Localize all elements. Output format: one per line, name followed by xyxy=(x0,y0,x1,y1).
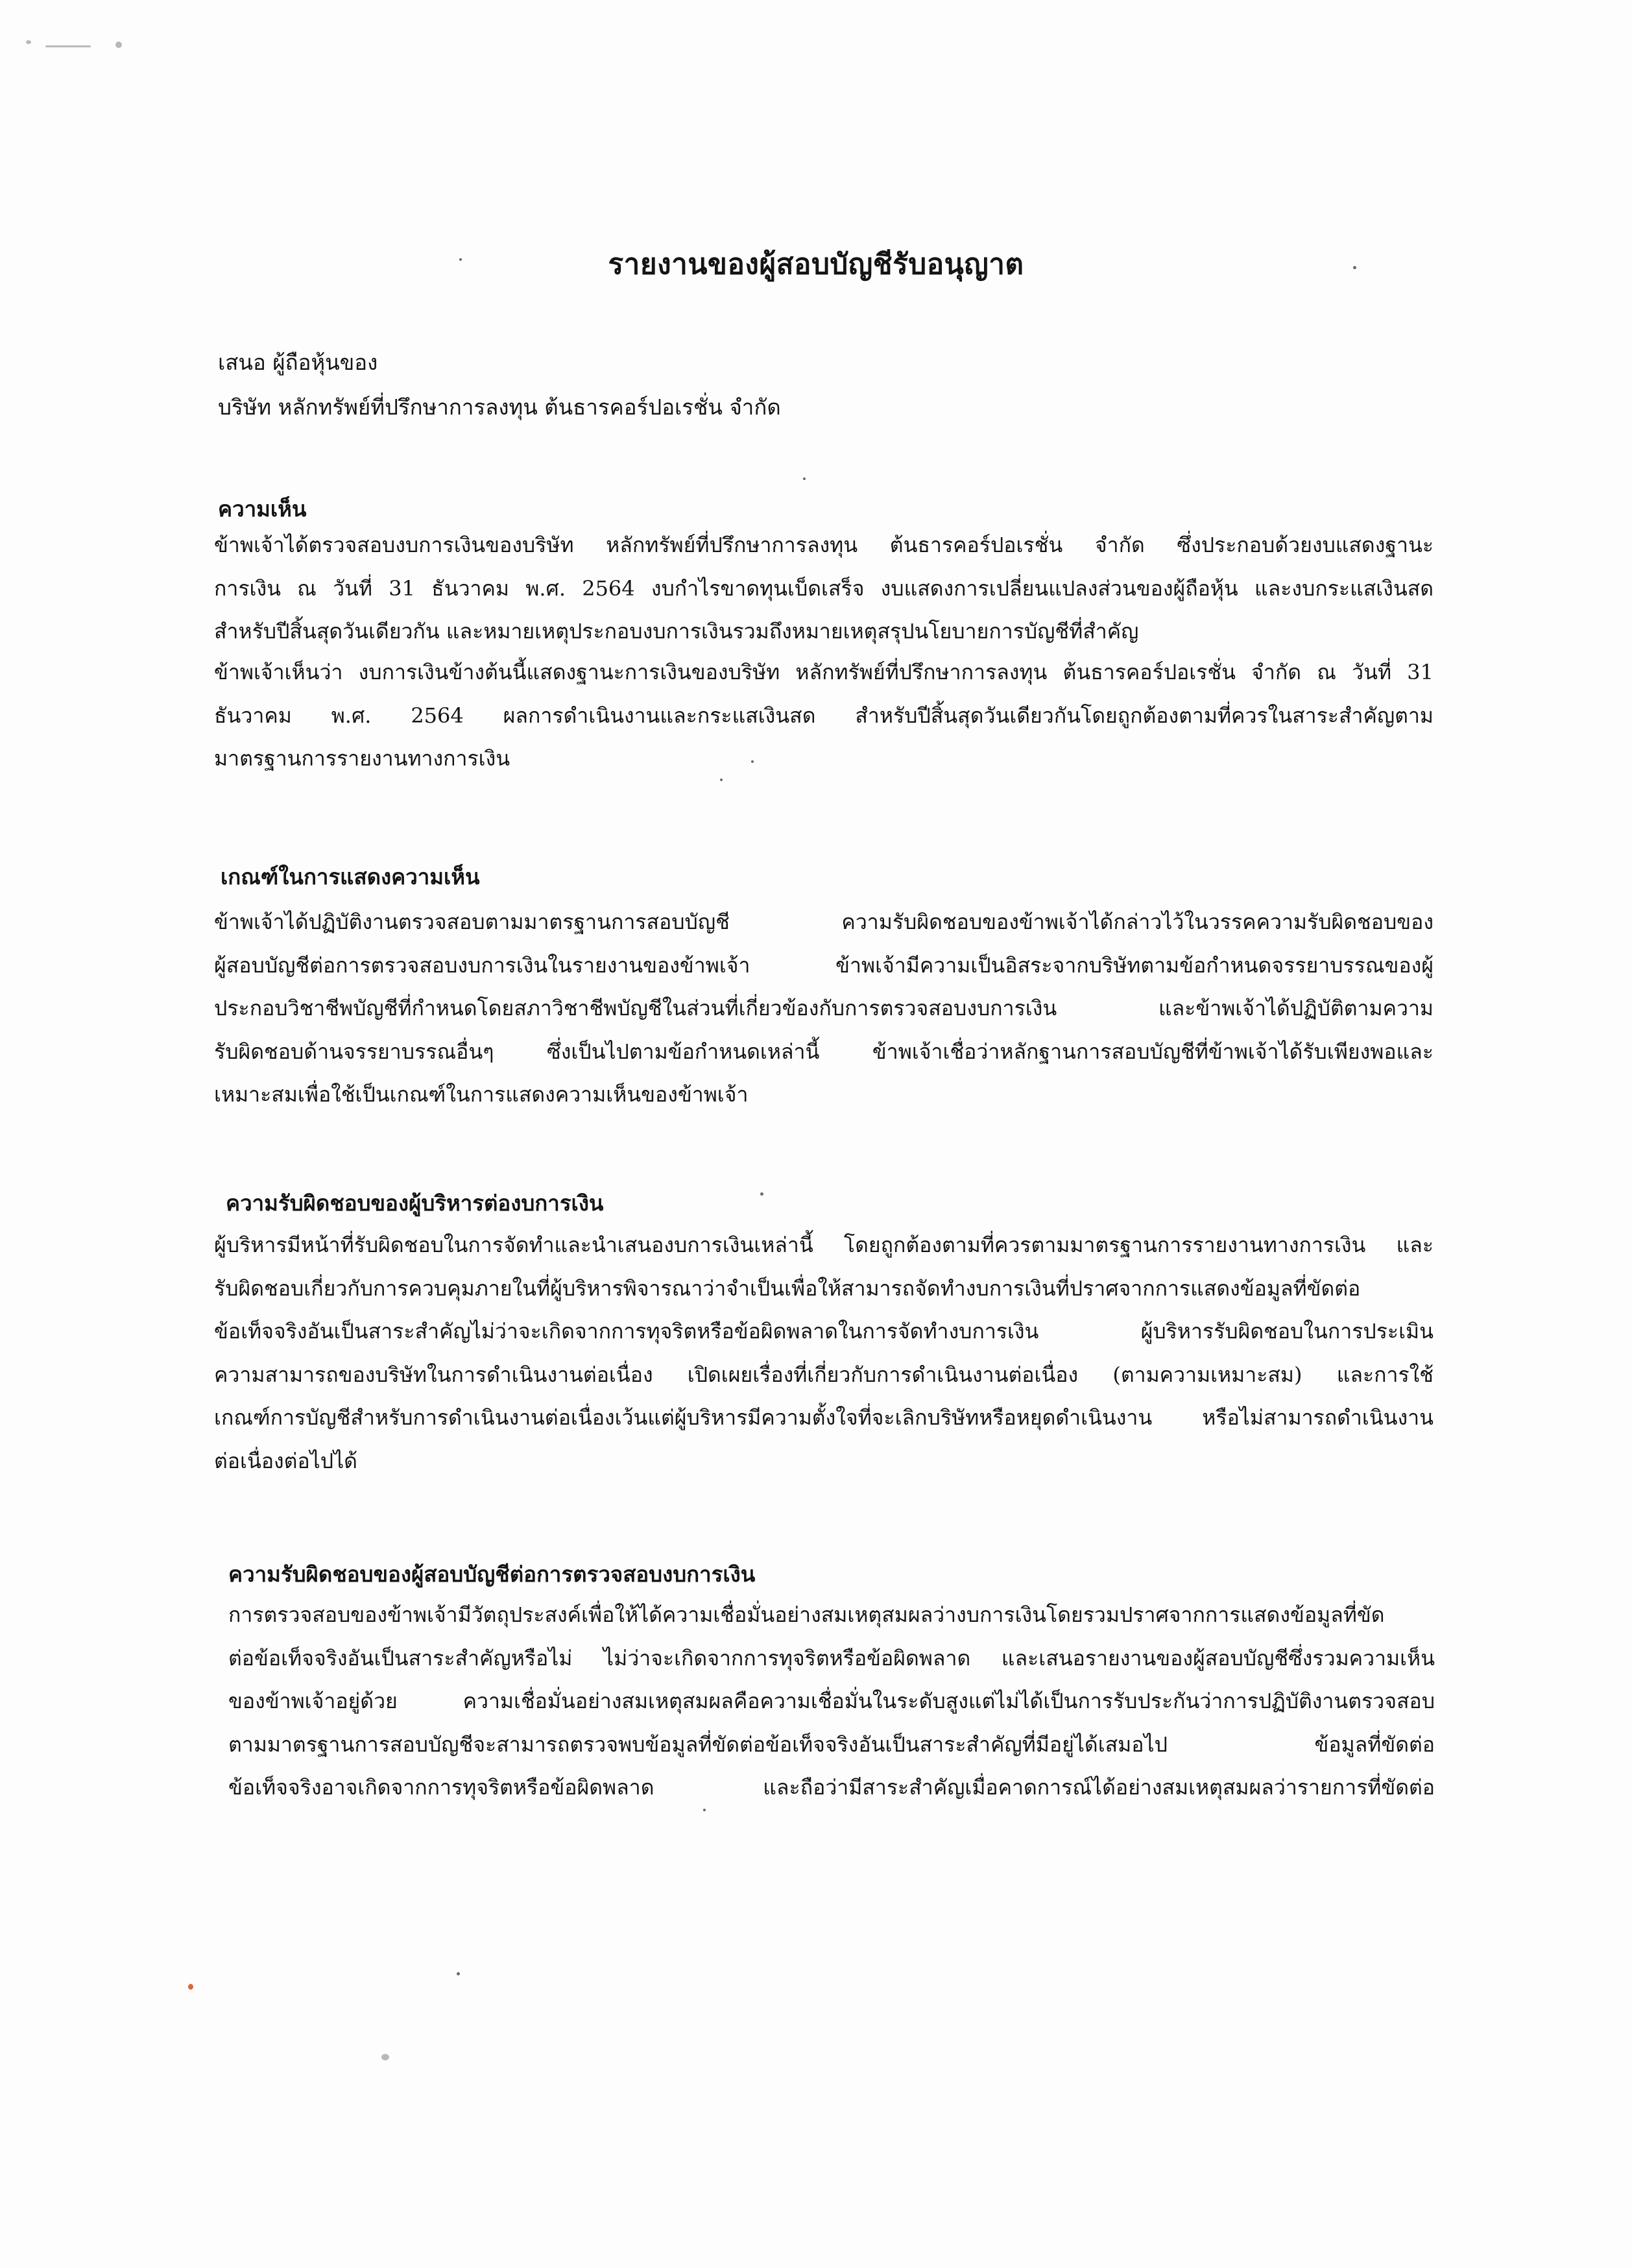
scan-mark xyxy=(26,40,31,44)
section-heading-opinion: ความเห็น xyxy=(218,496,307,522)
addressee-line-2: บริษัท หลักทรัพย์ที่ปรึกษาการลงทุน ต้นธารคอร์ปอเรชั่น จำกัด xyxy=(218,394,781,420)
scan-speck xyxy=(760,1192,763,1196)
text-line: สำหรับปีสิ้นสุดวันเดียวกัน และหมายเหตุประกอบงบการเงินรวมถึงหมายเหตุสรุปนโยบายการบัญชีที่สำคัญ xyxy=(214,619,1139,644)
text-line: รับผิดชอบด้านจรรยาบรรณอื่นๆ ซึ่งเป็นไปตามข้อกำหนดเหล่านี้ ข้าพเจ้าเชื่อว่าหลักฐานการสอบบัญชีที่ข้าพเจ้าได้รับเพียงพอและ xyxy=(214,1039,1434,1064)
text-line: ธันวาคม พ.ศ. 2564 ผลการดำเนินงานและกระแสเงินสด สำหรับปีสิ้นสุดวันเดียวกันโดยถูกต้องตามที่ควรในสาระสำคัญตาม xyxy=(214,703,1434,728)
scan-mark xyxy=(115,42,122,48)
text-line: ตามมาตรฐานการสอบบัญชีจะสามารถตรวจพบข้อมูลที่ขัดต่อข้อเท็จจริงอันเป็นสาระสำคัญที่มีอยู่ได้เสมอไป ข้อมูลที่ขัดต่อ xyxy=(228,1731,1435,1757)
text-line: ความสามารถของบริษัทในการดำเนินงานต่อเนื่อง เปิดเผยเรื่องที่เกี่ยวกับการดำเนินงานต่อเนื่อง (ตามความเหมาะสม) และการใช้ xyxy=(214,1362,1434,1387)
scan-speck xyxy=(188,1984,193,1990)
opinion-paragraph-2 xyxy=(214,651,1434,780)
section-heading-auditor: ความรับผิดชอบของผู้สอบบัญชีต่อการตรวจสอบงบการเงิน xyxy=(228,1562,756,1587)
opinion-paragraph-1 xyxy=(214,524,1434,653)
report-title: รายงานของผู้สอบบัญชีรับอนุญาต xyxy=(608,248,1024,281)
text-line: ข้อเท็จจริงอันเป็นสาระสำคัญไม่ว่าจะเกิดจากการทุจริตหรือข้อผิดพลาดในการจัดทำงบการเงิน ผู้บริหารรับผิดชอบในการประเมิน xyxy=(214,1319,1434,1344)
text-line: ข้าพเจ้าได้ปฏิบัติงานตรวจสอบตามมาตรฐานการสอบบัญชี ความรับผิดชอบของข้าพเจ้าได้กล่าวไว้ในวรรคความรับผิดชอบของ xyxy=(214,910,1434,934)
text-line: การเงิน ณ วันที่ 31 ธันวาคม พ.ศ. 2564 งบกำไรขาดทุนเบ็ดเสร็จ งบแสดงการเปลี่ยนแปลงส่วนของผู้ถือหุ้น และงบกระแสเงินสด xyxy=(214,575,1434,601)
text-line: ข้าพเจ้าได้ตรวจสอบงบการเงินของบริษัท หลักทรัพย์ที่ปรึกษาการลงทุน ต้นธารคอร์ปอเรชั่น จำกัด ซึ่งประกอบด้วยงบแสดงฐานะ xyxy=(214,533,1434,557)
section-heading-basis: เกณฑ์ในการแสดงความเห็น xyxy=(221,864,480,889)
scan-speck xyxy=(457,1972,460,1975)
text-line: ผู้สอบบัญชีต่อการตรวจสอบงบการเงินในรายงานของข้าพเจ้า ข้าพเจ้ามีความเป็นอิสระจากบริษัทตามข้อกำหนดจรรยาบรรณของผู้ xyxy=(214,952,1434,978)
text-line: ข้อเท็จจริงอาจเกิดจากการทุจริตหรือข้อผิดพลาด และถือว่ามีสาระสำคัญเมื่อคาดการณ์ได้อย่างสมเหตุสมผลว่ารายการที่ขัดต่อ xyxy=(228,1775,1435,1800)
addressee-line-1: เสนอ ผู้ถือหุ้นของ xyxy=(218,350,378,375)
text-line: ต่อเนื่องต่อไปได้ xyxy=(214,1448,357,1473)
scan-speck xyxy=(381,2054,389,2060)
text-line: ผู้บริหารมีหน้าที่รับผิดชอบในการจัดทำและนำเสนองบการเงินเหล่านี้ โดยถูกต้องตามที่ควรตามมาตรฐานการรายงานทางการเงิน และ xyxy=(214,1233,1434,1257)
scan-mark xyxy=(45,45,91,47)
management-paragraph xyxy=(214,1224,1434,1482)
text-line: เหมาะสมเพื่อใช้เป็นเกณฑ์ในการแสดงความเห็นของข้าพเจ้า xyxy=(214,1082,749,1107)
auditor-paragraph xyxy=(228,1593,1435,1809)
text-line: การตรวจสอบของข้าพเจ้ามีวัตถุประสงค์เพื่อให้ได้ความเชื่อมั่นอย่างสมเหตุสมผลว่างบการเงินโดยรวมปราศจากการแสดงข้อมูลที่ขัด xyxy=(228,1602,1385,1627)
text-line: ประกอบวิชาชีพบัญชีที่กำหนดโดยสภาวิชาชีพบัญชีในส่วนที่เกี่ยวข้องกับการตรวจสอบงบการเงิน และข้าพเจ้าได้ปฏิบัติตามความ xyxy=(214,996,1434,1020)
text-line: รับผิดชอบเกี่ยวกับการควบคุมภายในที่ผู้บริหารพิจารณาว่าจำเป็นเพื่อให้สามารถจัดทำงบการเงินที่ปราศจากการแสดงข้อมูลที่ขัดต่อ xyxy=(214,1275,1361,1301)
scan-speck xyxy=(803,477,806,480)
text-line: ของข้าพเจ้าอยู่ด้วย ความเชื่อมั่นอย่างสมเหตุสมผลคือความเชื่อมั่นในระดับสูงแต่ไม่ได้เป็นการรับประกันว่าการปฏิบัติงานตรวจสอบ xyxy=(228,1689,1435,1713)
text-line: มาตรฐานการรายงานทางการเงิน xyxy=(214,746,510,771)
text-line: เกณฑ์การบัญชีสำหรับการดำเนินงานต่อเนื่องเว้นแต่ผู้บริหารมีความตั้งใจที่จะเลิกบริษัทหรือหยุดดำเนินงาน หรือไม่สามารถดำเนินงาน xyxy=(214,1405,1434,1430)
text-line: ต่อข้อเท็จจริงอันเป็นสาระสำคัญหรือไม่ ไม่ว่าจะเกิดจากการทุจริตหรือข้อผิดพลาด และเสนอรายงานของผู้สอบบัญชีซึ่งรวมความเห็น xyxy=(228,1645,1435,1671)
basis-paragraph xyxy=(214,900,1434,1116)
text-line: ข้าพเจ้าเห็นว่า งบการเงินข้างต้นนี้แสดงฐานะการเงินของบริษัท หลักทรัพย์ที่ปรึกษาการลงทุน ต้นธารคอร์ปอเรชั่น จำกัด ณ วันที่ 31 xyxy=(214,660,1434,684)
scan-speck xyxy=(703,1809,706,1811)
section-heading-management: ความรับผิดชอบของผู้บริหารต่องบการเงิน xyxy=(226,1190,604,1216)
